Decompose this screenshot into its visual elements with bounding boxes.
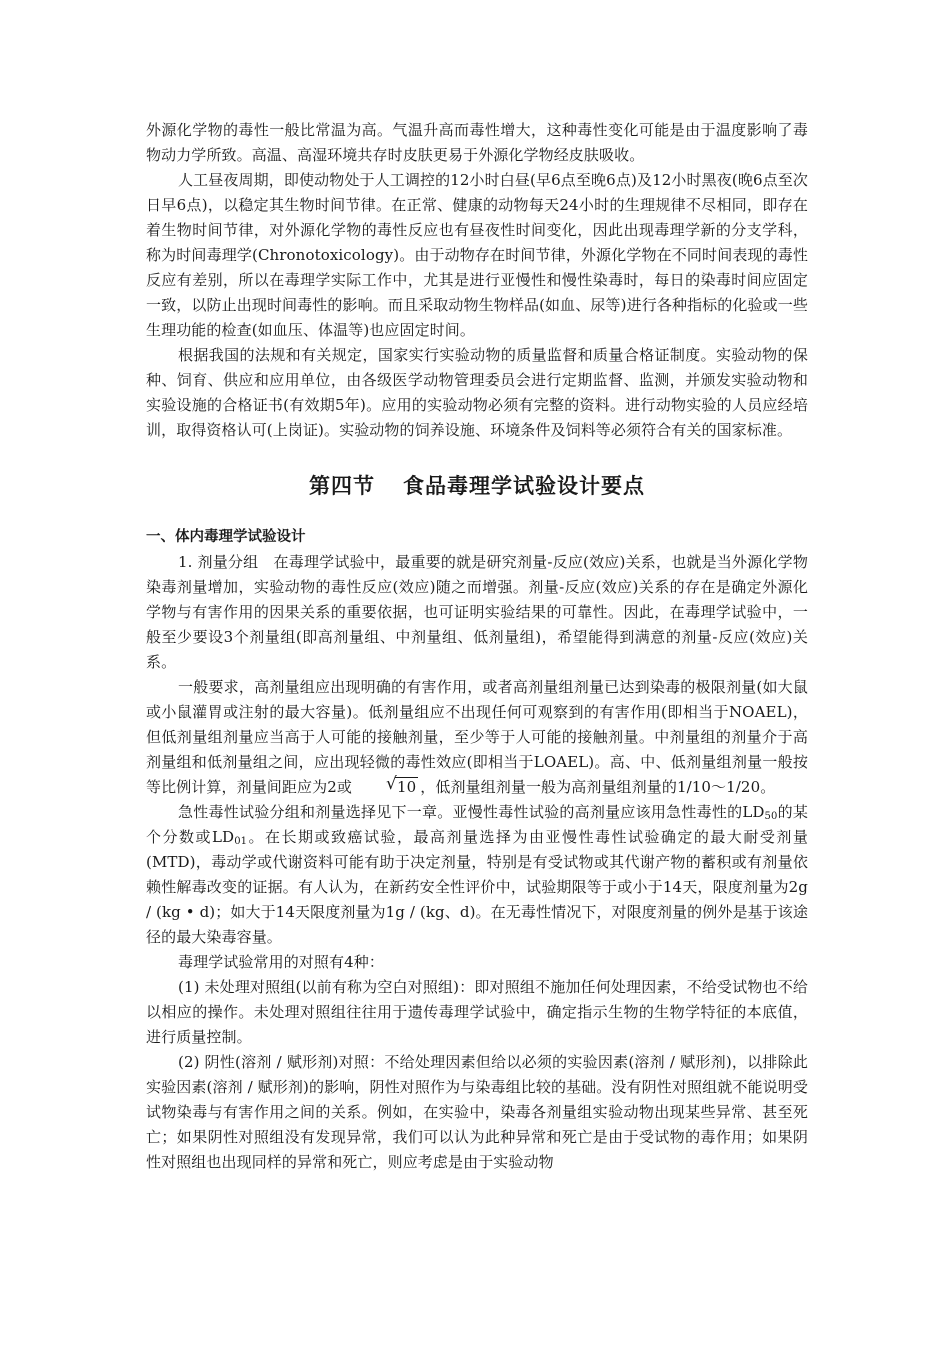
general-text-after: ，低剂量组剂量一般为高剂量组剂量的1/10～1/20。 bbox=[420, 778, 776, 796]
paragraph-circadian: 人工昼夜周期，即使动物处于人工调控的12小时白昼(早6点至晚6点)及12小时黑夜(晚6点至次日早6点)，以稳定其生物时间节律。在正常、健康的动物每天24小时的生理规律不尽相同，即存在着生物时间节律，对外源化学物的毒性反应也有昼夜性时间变化，因此出现毒理学新的分支学科，称为时间毒理学(Chronotoxicology)。由于动物存在时间节律，外源化学物在不同时间表现的毒性反应有差别，所以在毒理学实际工作中，尤其是进行亚慢性和慢性染毒时，每日的染毒时间应固定一致，以防止出现时间毒性的影响。而且采取动物生物样品(如血、尿等)进行各种指标的化验或一些生理功能的检查(如血压、体温等)也应固定时间。 bbox=[146, 171, 808, 339]
paragraph-regulations: 根据我国的法规和有关规定，国家实行实验动物的质量监督和质量合格证制度。实验动物的保种、饲育、供应和应用单位，由各级医学动物管理委员会进行定期监督、监测，并颁发实验动物和实验设施的合格证书(有效期5年)。应用的实验动物必须有完整的资料。进行动物实验的人员应经培训，取得资格认可(上岗证)。实验动物的饲养设施、环境条件及饲料等必须符合有关的国家标准。 bbox=[146, 346, 808, 439]
paragraph-control-negative: (2) 阴性(溶剂 / 赋形剂)对照：不给处理因素但给以必须的实验因素(溶剂 / 赋形剂)，以排除此实验因素(溶剂 / 赋形剂)的影响，阴性对照作为与染毒组比较的基础。没有阴性对照组就不能说明受试物染毒与有害作用之间的关系。例如，在实验中，染毒各剂量组实验动物出现某些异常、甚至死亡；如果阴性对照组没有发现异常，我们可以认为此种异常和死亡是由于受试物的毒作用；如果阴性对照组也出现同样的异常和死亡，则应考虑是由于实验动物 bbox=[146, 1053, 808, 1171]
ld-subscript-01: 01 bbox=[234, 836, 248, 847]
acute-text-3: 。在长期或致癌试验，最高剂量选择为由亚慢性毒性试验确定的最大耐受剂量(MTD)，毒动学或代谢资料可能有助于决定剂量，特别是有受试物或其代谢产物的蓄积或有剂量依赖性解毒改变的证据。有人认为，在新药安全性评价中，试验期限等于或小于14天，限度剂量为2g / (kg • d)；如大于14天限度剂量为1g / (kg、d)。在无毒性情况下，对限度剂量的例外是基于该途径的最大染毒容量。 bbox=[146, 828, 809, 946]
acute-text-1: 急性毒性试验分组和剂量选择见下一章。亚慢性毒性试验的高剂量应该用急性毒性的LD bbox=[178, 803, 765, 821]
subsection-heading: 一、体内毒理学试验设计 bbox=[146, 529, 306, 545]
paragraph-temperature: 外源化学物的毒性一般比常温为高。气温升高而毒性增大，这种毒性变化可能是由于温度影响了毒物动力学所致。高温、高湿环境共存时皮肤更易于外源化学物经皮肤吸收。 bbox=[146, 121, 808, 164]
section-heading bbox=[146, 471, 808, 501]
sqrt-value: 10 bbox=[396, 778, 417, 796]
ld-subscript-50: 50 bbox=[764, 811, 778, 822]
paragraph-dose-groups: 1. 剂量分组 在毒理学试验中，最重要的就是研究剂量-反应(效应)关系，也就是当外源化学物染毒剂量增加，实验动物的毒性反应(效应)随之而增强。剂量-反应(效应)关系的存在是确定外源化学物与有害作用的因果关系的重要依据，也可证明实验结果的可靠性。因此，在毒理学试验中，一般至少要设3个剂量组(即高剂量组、中剂量组、低剂量组)，希望能得到满意的剂量-反应(效应)关系。 bbox=[146, 553, 808, 671]
paragraph-control-untreated: (1) 未处理对照组(以前有称为空白对照组)：即对照组不施加任何处理因素，不给受试物也不给以相应的操作。未处理对照组往往用于遗传毒理学试验中，确定指示生物的生物学特征的本底值，进行质量控制。 bbox=[146, 978, 808, 1046]
paragraph-acute-toxicity bbox=[146, 800, 808, 950]
sqrt-expression: √ 10 bbox=[385, 774, 417, 796]
general-text-before: 一般要求，高剂量组应出现明确的有害作用，或者高剂量组剂量已达到染毒的极限剂量(如大鼠或小鼠灌胃或注射的最大容量)。低剂量组应不出现任何可观察到的有害作用(即相当于NOAEL)，但低剂量组剂量应当高于人可能的接触剂量，至少等于人可能的接触剂量。中剂量组的剂量介于高剂量组和低剂量组之间，应出现轻微的毒性效应(即相当于LOAEL)。高、中、低剂量组剂量一般按等比例计算，剂量间距应为2或 bbox=[146, 678, 808, 796]
section-number: 第四节 bbox=[309, 474, 375, 498]
paragraph-general-requirements bbox=[146, 675, 808, 800]
text-column bbox=[146, 118, 808, 1175]
section-title: 食品毒理学试验设计要点 bbox=[403, 474, 645, 498]
paragraph-controls-intro: 毒理学试验常用的对照有4种： bbox=[178, 953, 384, 971]
acute-text-2: 的某个分数或LD bbox=[146, 803, 808, 846]
